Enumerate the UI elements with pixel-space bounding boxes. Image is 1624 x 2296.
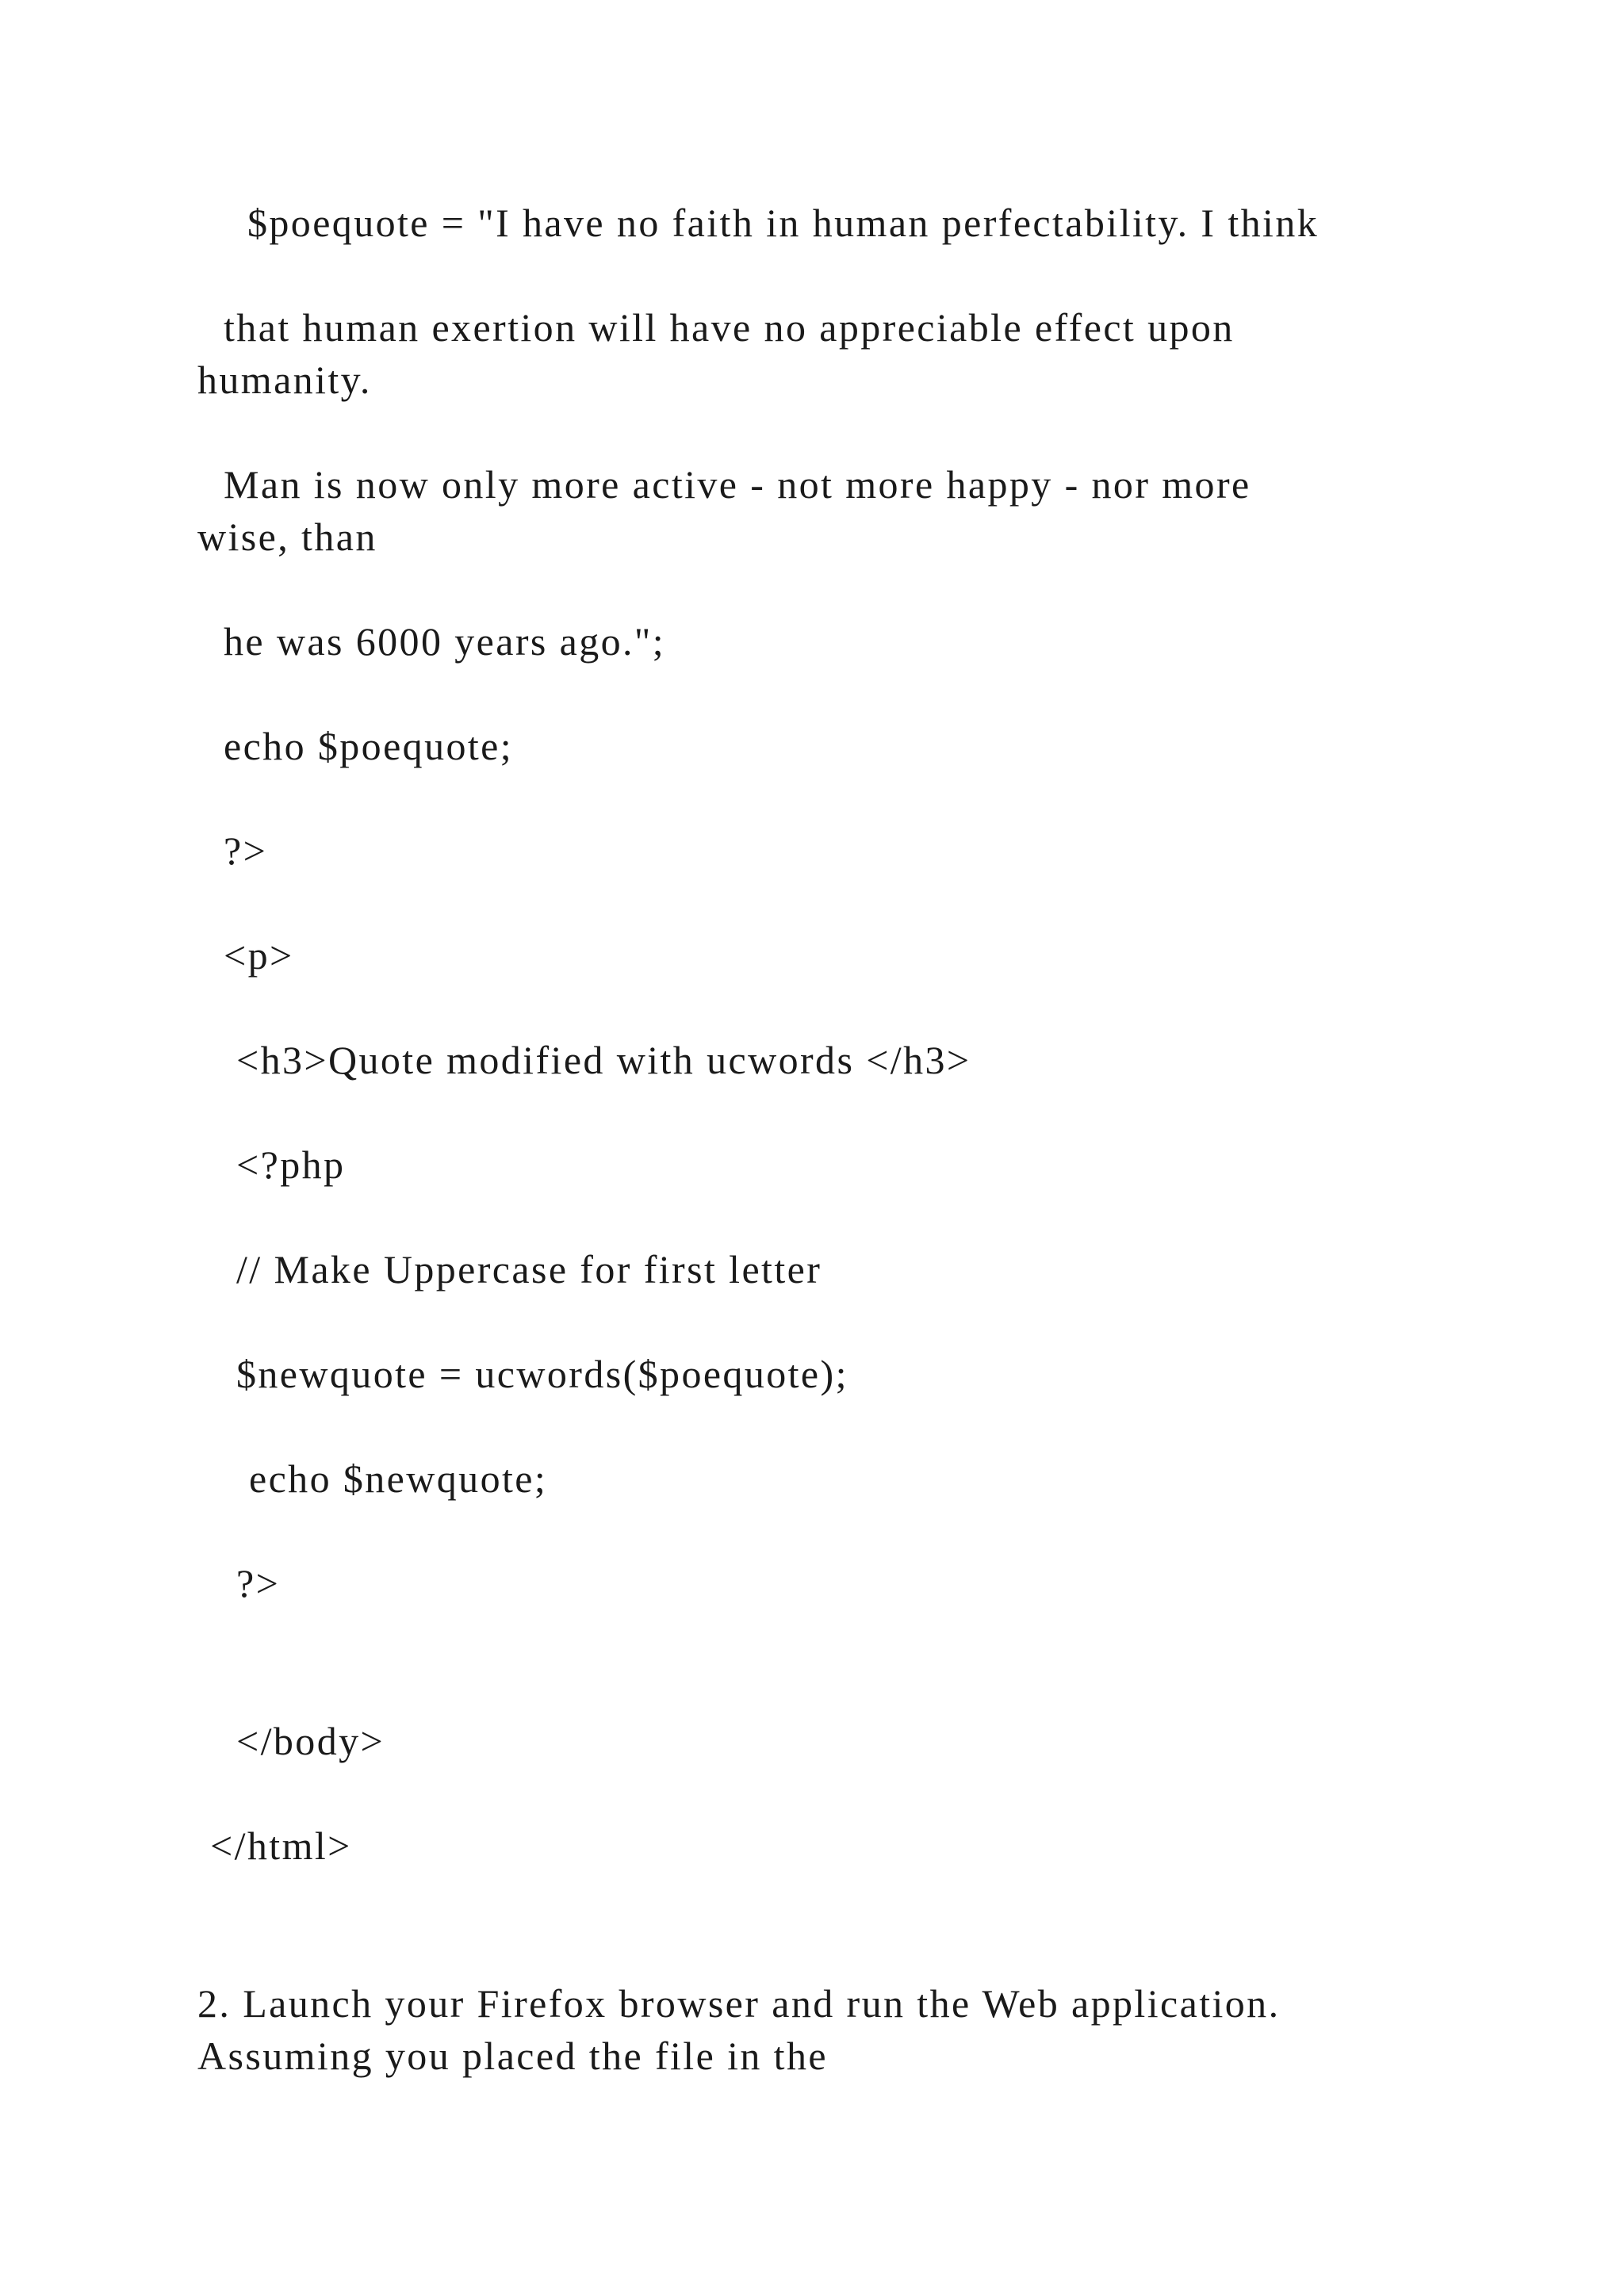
- code-line-poequote-assign: $poequote = "I have no faith in human perfectability. I think: [247, 201, 1320, 245]
- code-line-html-close: </html>: [210, 1823, 352, 1868]
- instruction-step-2-continued: Assuming you placed the file in the: [197, 2034, 828, 2078]
- code-line-echo-newquote: echo $newquote;: [249, 1456, 548, 1501]
- code-line-php-open: <?php: [236, 1142, 346, 1187]
- code-line-quote-continued: Man is now only more active - not more happy - nor more: [224, 462, 1251, 507]
- instruction-step-2: 2. Launch your Firefox browser and run the Web application.: [197, 1981, 1281, 2026]
- code-line-paragraph-tag: <p>: [224, 933, 294, 978]
- code-line-php-close: ?>: [236, 1561, 281, 1605]
- code-line-h3-heading: <h3>Quote modified with ucwords </h3>: [236, 1038, 971, 1082]
- code-line-echo-poequote: echo $poequote;: [224, 724, 514, 768]
- code-line-quote-wrap: humanity.: [197, 358, 372, 402]
- code-line-comment: // Make Uppercase for first letter: [236, 1247, 822, 1292]
- code-line-body-close: </body>: [236, 1719, 385, 1763]
- code-line-newquote-assign: $newquote = ucwords($poequote);: [236, 1352, 848, 1396]
- code-line-quote-end: he was 6000 years ago.";: [224, 619, 666, 664]
- code-line-php-close: ?>: [224, 828, 268, 873]
- code-line-quote-continued: that human exertion will have no appreciable effect upon: [224, 305, 1235, 350]
- code-line-quote-wrap: wise, than: [197, 515, 377, 559]
